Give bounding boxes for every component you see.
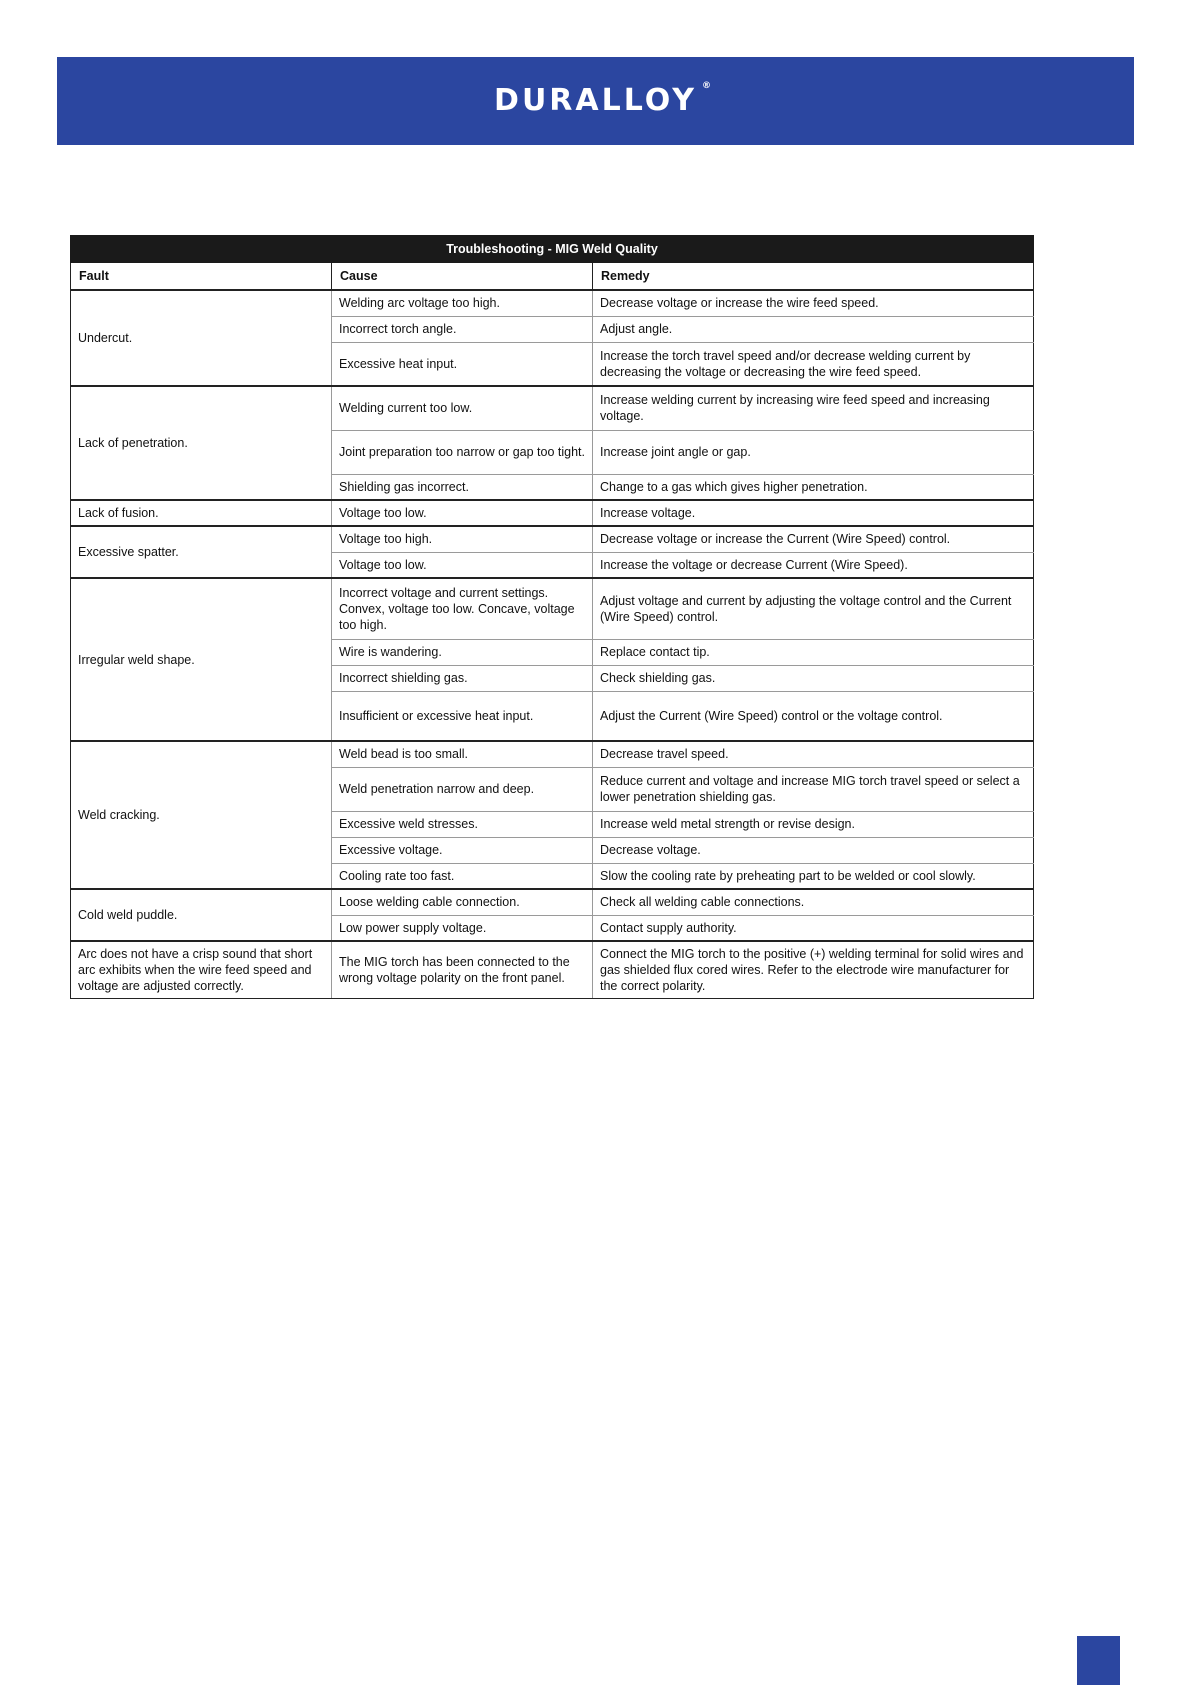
- table-body: [71, 290, 1034, 998]
- remedy-cell: Adjust angle.: [593, 316, 1034, 342]
- remedy-cell: Increase weld metal strength or revise design.: [593, 811, 1034, 837]
- cause-cell: Incorrect shielding gas.: [332, 665, 593, 691]
- cause-cell: Voltage too low.: [332, 500, 593, 526]
- remedy-cell: Increase the torch travel speed and/or decrease welding current by decreasing the voltage or decreasing the wire feed speed.: [593, 342, 1034, 386]
- remedy-cell: Check all welding cable connections.: [593, 889, 1034, 915]
- fault-cell: Undercut.: [71, 290, 332, 386]
- remedy-cell: Change to a gas which gives higher penetration.: [593, 474, 1034, 500]
- remedy-cell: Decrease travel speed.: [593, 741, 1034, 767]
- troubleshooting-table: [70, 235, 1034, 999]
- cause-cell: Joint preparation too narrow or gap too tight.: [332, 430, 593, 474]
- column-header-fault: Fault: [71, 263, 332, 291]
- cause-cell: Excessive weld stresses.: [332, 811, 593, 837]
- table-row: [71, 941, 1034, 998]
- fault-cell: Arc does not have a crisp sound that short arc exhibits when the wire feed speed and voltage are adjusted correctly.: [71, 941, 332, 998]
- brand-name: DURALLOY: [494, 83, 697, 118]
- fault-cell: Lack of penetration.: [71, 386, 332, 500]
- cause-cell: Voltage too high.: [332, 526, 593, 552]
- table-row: [71, 578, 1034, 639]
- fault-cell: Cold weld puddle.: [71, 889, 332, 941]
- remedy-cell: Connect the MIG torch to the positive (+) welding terminal for solid wires and gas shielded flux cored wires. Refer to the electrode wire manufacturer for the correct polarity.: [593, 941, 1034, 998]
- fault-cell: Excessive spatter.: [71, 526, 332, 578]
- brand-logo: [494, 81, 711, 118]
- remedy-cell: Increase voltage.: [593, 500, 1034, 526]
- cause-cell: Insufficient or excessive heat input.: [332, 691, 593, 741]
- table-row: [71, 386, 1034, 430]
- remedy-cell: Check shielding gas.: [593, 665, 1034, 691]
- cause-cell: Excessive voltage.: [332, 837, 593, 863]
- remedy-cell: Adjust the Current (Wire Speed) control or the voltage control.: [593, 691, 1034, 741]
- cause-cell: Low power supply voltage.: [332, 915, 593, 941]
- cause-cell: Incorrect torch angle.: [332, 316, 593, 342]
- cause-cell: Excessive heat input.: [332, 342, 593, 386]
- cause-cell: Incorrect voltage and current settings. Convex, voltage too low. Concave, voltage too high.: [332, 578, 593, 639]
- fault-cell: Irregular weld shape.: [71, 578, 332, 741]
- remedy-cell: Decrease voltage.: [593, 837, 1034, 863]
- remedy-cell: Increase the voltage or decrease Current (Wire Speed).: [593, 552, 1034, 578]
- table-row: [71, 741, 1034, 767]
- remedy-cell: Replace contact tip.: [593, 639, 1034, 665]
- cause-cell: Loose welding cable connection.: [332, 889, 593, 915]
- page-number-tab: [1077, 1636, 1120, 1685]
- cause-cell: Welding current too low.: [332, 386, 593, 430]
- remedy-cell: Reduce current and voltage and increase MIG torch travel speed or select a lower penetration shielding gas.: [593, 767, 1034, 811]
- fault-cell: Weld cracking.: [71, 741, 332, 889]
- cause-cell: The MIG torch has been connected to the wrong voltage polarity on the front panel.: [332, 941, 593, 998]
- cause-cell: Cooling rate too fast.: [332, 863, 593, 889]
- column-header-remedy: Remedy: [593, 263, 1034, 291]
- table-title: Troubleshooting - MIG Weld Quality: [71, 236, 1034, 263]
- fault-cell: Lack of fusion.: [71, 500, 332, 526]
- cause-cell: Wire is wandering.: [332, 639, 593, 665]
- column-header-cause: Cause: [332, 263, 593, 291]
- remedy-cell: Increase joint angle or gap.: [593, 430, 1034, 474]
- remedy-cell: Slow the cooling rate by preheating part to be welded or cool slowly.: [593, 863, 1034, 889]
- remedy-cell: Decrease voltage or increase the Current (Wire Speed) control.: [593, 526, 1034, 552]
- table-row: [71, 290, 1034, 316]
- table-row: [71, 526, 1034, 552]
- remedy-cell: Adjust voltage and current by adjusting the voltage control and the Current (Wire Speed) control.: [593, 578, 1034, 639]
- table-row: [71, 889, 1034, 915]
- table-row: [71, 500, 1034, 526]
- remedy-cell: Contact supply authority.: [593, 915, 1034, 941]
- cause-cell: Weld penetration narrow and deep.: [332, 767, 593, 811]
- header-band: [57, 57, 1134, 145]
- cause-cell: Voltage too low.: [332, 552, 593, 578]
- remedy-cell: Decrease voltage or increase the wire feed speed.: [593, 290, 1034, 316]
- remedy-cell: Increase welding current by increasing wire feed speed and increasing voltage.: [593, 386, 1034, 430]
- cause-cell: Weld bead is too small.: [332, 741, 593, 767]
- cause-cell: Shielding gas incorrect.: [332, 474, 593, 500]
- cause-cell: Welding arc voltage too high.: [332, 290, 593, 316]
- registered-mark: ®: [701, 81, 711, 91]
